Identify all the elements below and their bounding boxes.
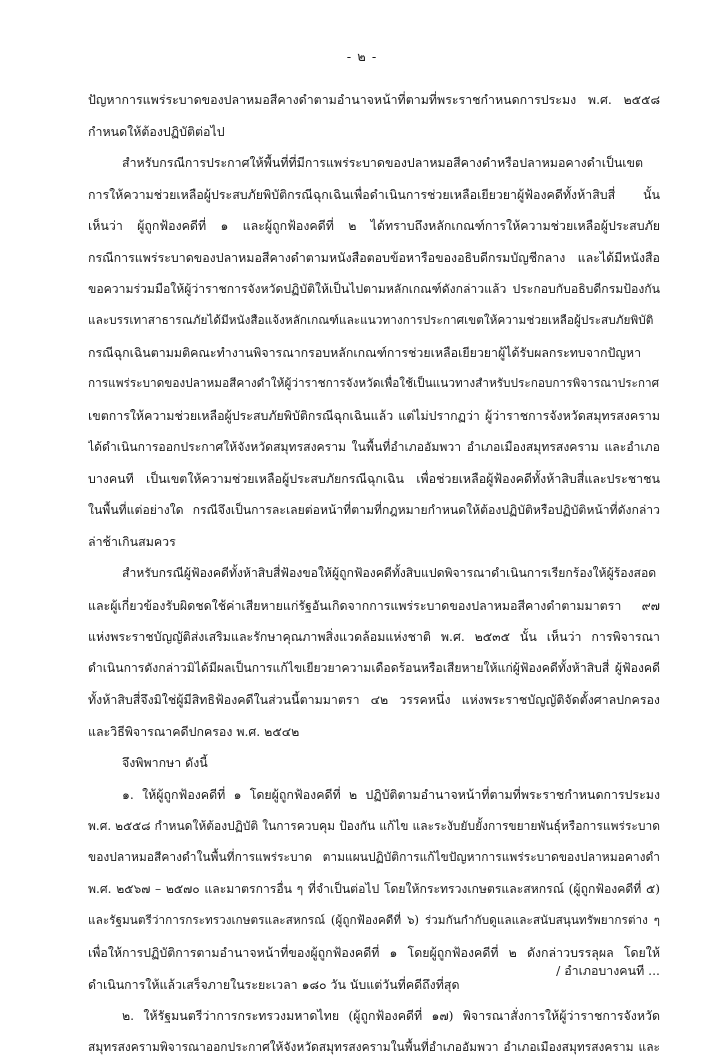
text-line: และรัฐมนตรีว่าการกระทรวงเกษตรและสหกรณ์ (ผู้ถูกฟ้องคดีที่ ๖) ร่วมกันกำกับดูแลและสนับสนุนทรัพยากรต่าง ๆ <box>88 913 660 928</box>
text-line: เพื่อให้การปฏิบัติการตามอำนาจหน้าที่ของผู้ถูกฟ้องคดีที่ ๑ โดยผู้ถูกฟ้องคดีที่ ๒ ดังกล่าวบรรลุผล โดยให้ <box>88 945 660 961</box>
text-line: ดำเนินการให้แล้วเสร็จภายในระยะเวลา ๑๘๐ วัน นับแต่วันที่คดีถึงที่สุด <box>88 976 460 992</box>
page-number: - ๒ - <box>346 50 378 65</box>
text-line: พ.ศ. ๒๕๕๘ กำหนดให้ต้องปฏิบัติ ในการควบคุม ป้องกัน แก้ไข และระงับยับยั้งการขยายพันธุ์หรือการแพร่ระบาด <box>88 818 660 833</box>
text-line: ๒. ให้รัฐมนตรีว่าการกระทรวงมหาดไทย (ผู้ถูกฟ้องคดีที่ ๑๗) พิจารณาสั่งการให้ผู้ว่าราชการจังหวัด <box>122 1008 660 1024</box>
text-line: ได้ดำเนินการออกประกาศให้จังหวัดสมุทรสงคราม ในพื้นที่อำเภออัมพวา อำเภอเมืองสมุทรสงคราม และอำเภอ <box>88 439 660 454</box>
continuation-marker: / อำเภอบางคนที ... <box>556 963 660 978</box>
text-line: จึงพิพากษา ดังนี้ <box>122 755 208 771</box>
text-line: ทั้งห้าสิบสี่จึงมิใช่ผู้มีสิทธิฟ้องคดีในส่วนนี้ตามมาตรา ๔๒ วรรคหนึ่ง แห่งพระราชบัญญัติจัดตั้งศาลปกครอง <box>88 692 660 708</box>
text-line: สำหรับกรณีการประกาศให้พื้นที่ที่มีการแพร่ระบาดของปลาหมอสีคางดำหรือปลาหมอคางดำเป็นเขต <box>122 155 644 171</box>
text-line: กำหนดให้ต้องปฏิบัติต่อไป <box>88 123 225 139</box>
text-line: บางคนที เป็นเขตให้ความช่วยเหลือผู้ประสบภัยกรณีฉุกเฉิน เพื่อช่วยเหลือผู้ฟ้องคดีทั้งห้าสิบสี่และประชาชน <box>88 471 660 487</box>
text-line: พ.ศ. ๒๕๖๗ – ๒๕๗๐ และมาตรการอื่น ๆ ที่จำเป็นต่อไป โดยให้กระทรวงเกษตรและสหกรณ์ (ผู้ถูกฟ้องคดีที่ ๕) <box>88 881 660 896</box>
text-line: ของปลาหมอสีคางดำในพื้นที่การแพร่ระบาด ตามแผนปฏิบัติการแก้ไขปัญหาการแพร่ระบาดของปลาหมอคางดำ <box>88 850 660 865</box>
document-body <box>88 84 660 1063</box>
text-line: และผู้เกี่ยวข้องรับผิดชดใช้ค่าเสียหายแก่รัฐอันเกิดจากการแพร่ระบาดของปลาหมอสีคางดำตามมาตรา ๙๗ <box>88 597 660 613</box>
text-line: เขตการให้ความช่วยเหลือผู้ประสบภัยพิบัติกรณีฉุกเฉินแล้ว แต่ไม่ปรากฏว่า ผู้ว่าราชการจังหวัดสมุทรสงคราม <box>88 407 660 423</box>
text-line: ในพื้นที่แต่อย่างใด กรณีจึงเป็นการละเลยต่อหน้าที่ตามที่กฎหมายกำหนดให้ต้องปฏิบัติหรือปฏิบัติหน้าที่ดังกล่าว <box>88 502 660 517</box>
text-line: การให้ความช่วยเหลือผู้ประสบภัยพิบัติกรณีฉุกเฉินเพื่อดำเนินการช่วยเหลือเยียวยาผู้ฟ้องคดีทั้งห้าสิบสี่ นั้น <box>88 186 660 202</box>
text-line: แห่งพระราชบัญญัติส่งเสริมและรักษาคุณภาพสิ่งแวดล้อมแห่งชาติ พ.ศ. ๒๕๓๕ นั้น เห็นว่า การพิจารณา <box>88 629 660 645</box>
text-line: ดำเนินการดังกล่าวมิได้มีผลเป็นการแก้ไขเยียวยาความเดือดร้อนหรือเสียหายให้แก่ผู้ฟ้องคดีทั้งห้าสิบสี่ ผู้ฟ้องคดี <box>88 660 660 675</box>
text-line: ๑. ให้ผู้ถูกฟ้องคดีที่ ๑ โดยผู้ถูกฟ้องคดีที่ ๒ ปฏิบัติตามอำนาจหน้าที่ตามที่พระราชกำหนดการประมง <box>122 787 660 803</box>
text-line: สมุทรสงครามพิจารณาออกประกาศให้จังหวัดสมุทรสงครามในพื้นที่อำเภออัมพวา อำเภอเมืองสมุทรสงคราม และ <box>88 1039 660 1054</box>
text-line: ขอความร่วมมือให้ผู้ว่าราชการจังหวัดปฏิบัติให้เป็นไปตามหลักเกณฑ์ดังกล่าวแล้ว ประกอบกับอธิบดีกรมป้องกัน <box>88 281 660 296</box>
text-line: การแพร่ระบาดของปลาหมอสีคางดำให้ผู้ว่าราชการจังหวัดเพื่อใช้เป็นแนวทางสำหรับประกอบการพิจารณาประกาศ <box>88 376 660 391</box>
text-line: ปัญหาการแพร่ระบาดของปลาหมอสีคางดำตามอำนาจหน้าที่ตามที่พระราชกำหนดการประมง พ.ศ. ๒๕๕๘ <box>88 92 660 107</box>
text-line: กรณีฉุกเฉินตามมติคณะทำงานพิจารณากรอบหลักเกณฑ์การช่วยเหลือเยียวยาผู้ได้รับผลกระทบจากปัญหา <box>88 344 642 360</box>
text-line: เห็นว่า ผู้ถูกฟ้องคดีที่ ๑ และผู้ถูกฟ้องคดีที่ ๒ ได้ทราบถึงหลักเกณฑ์การให้ความช่วยเหลือผู้ประสบภัย <box>88 218 660 234</box>
text-line: และบรรเทาสาธารณภัยได้มีหนังสือแจ้งหลักเกณฑ์และแนวทางการประกาศเขตให้ความช่วยเหลือผู้ประสบภัยพิบัติ <box>88 313 654 328</box>
text-line: และวิธีพิจารณาคดีปกครอง พ.ศ. ๒๕๔๒ <box>88 723 300 739</box>
text-line: ล่าช้าเกินสมควร <box>88 534 176 550</box>
text-line: กรณีการแพร่ระบาดของปลาหมอสีคางดำตามหนังสือตอบข้อหารือของอธิบดีกรมบัญชีกลาง และได้มีหนังสือ <box>88 249 660 265</box>
text-line: สำหรับกรณีผู้ฟ้องคดีทั้งห้าสิบสี่ฟ้องขอให้ผู้ถูกฟ้องคดีทั้งสิบแปดพิจารณาดำเนินการเรียกร้องให้ผู้ร้องสอด <box>122 565 657 580</box>
